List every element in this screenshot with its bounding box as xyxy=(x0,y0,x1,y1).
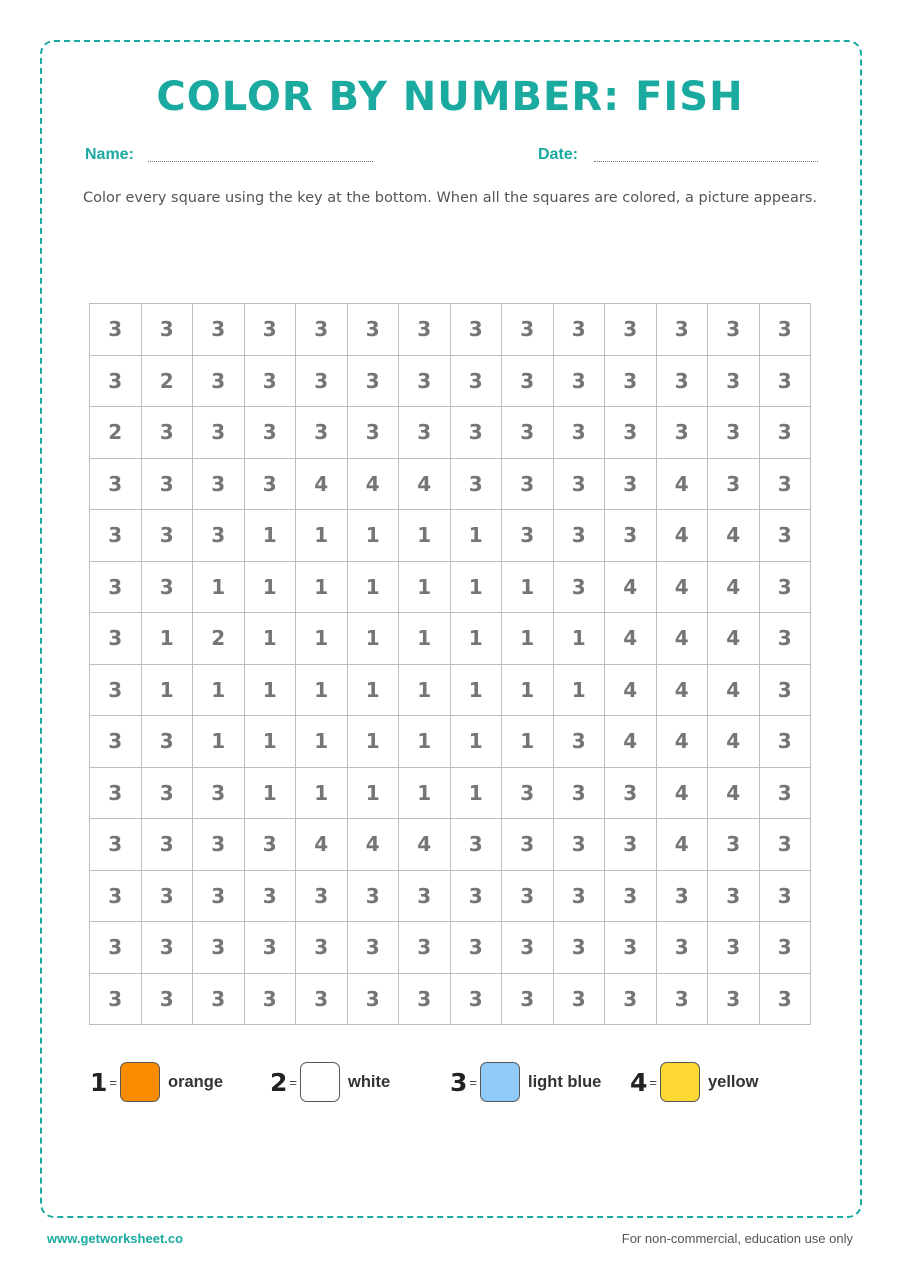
key-number: 4 xyxy=(630,1067,648,1097)
grid-cell[interactable]: 3 xyxy=(450,819,502,871)
grid-cell[interactable]: 1 xyxy=(450,613,502,665)
grid-cell[interactable]: 3 xyxy=(708,922,760,974)
grid-cell[interactable]: 1 xyxy=(450,561,502,613)
grid-cell[interactable]: 1 xyxy=(450,510,502,562)
grid-cell[interactable]: 3 xyxy=(553,458,605,510)
grid-cell[interactable]: 3 xyxy=(553,767,605,819)
key-item-4 xyxy=(630,1062,758,1102)
grid-cell[interactable]: 3 xyxy=(759,819,811,871)
grid-row xyxy=(90,510,811,562)
grid-cell[interactable]: 3 xyxy=(708,458,760,510)
grid-cell[interactable]: 3 xyxy=(553,304,605,356)
yellow-swatch xyxy=(660,1062,700,1102)
grid-cell[interactable]: 3 xyxy=(656,870,708,922)
key-equals: = xyxy=(109,1074,117,1090)
grid-cell[interactable]: 1 xyxy=(141,664,193,716)
grid-row xyxy=(90,922,811,974)
grid-cell[interactable]: 1 xyxy=(553,613,605,665)
grid-cell[interactable]: 3 xyxy=(759,510,811,562)
grid-cell[interactable]: 3 xyxy=(193,767,245,819)
grid-row xyxy=(90,613,811,665)
grid-cell[interactable]: 1 xyxy=(244,716,296,768)
grid-cell[interactable]: 3 xyxy=(502,870,554,922)
grid-cell[interactable]: 3 xyxy=(193,922,245,974)
key-color-name: orange xyxy=(168,1072,224,1091)
grid-cell[interactable]: 3 xyxy=(605,407,657,459)
grid-cell[interactable]: 4 xyxy=(708,561,760,613)
grid-cell[interactable]: 4 xyxy=(605,613,657,665)
grid-cell[interactable]: 3 xyxy=(759,458,811,510)
grid-cell[interactable]: 3 xyxy=(296,922,348,974)
grid-cell[interactable]: 1 xyxy=(502,613,554,665)
grid-row xyxy=(90,458,811,510)
grid-cell[interactable]: 1 xyxy=(193,664,245,716)
grid-cell[interactable]: 3 xyxy=(553,407,605,459)
grid-cell[interactable]: 4 xyxy=(605,716,657,768)
grid-cell[interactable]: 1 xyxy=(347,613,399,665)
grid-cell[interactable]: 4 xyxy=(399,458,451,510)
grid-cell[interactable]: 3 xyxy=(141,819,193,871)
grid-cell[interactable]: 2 xyxy=(141,355,193,407)
grid-cell[interactable]: 1 xyxy=(399,664,451,716)
grid-cell[interactable]: 3 xyxy=(605,922,657,974)
usage-notice: For non-commercial, education use only xyxy=(621,1231,853,1246)
grid-cell[interactable]: 3 xyxy=(193,510,245,562)
grid-cell[interactable]: 3 xyxy=(296,407,348,459)
grid-cell[interactable]: 1 xyxy=(347,561,399,613)
grid-cell[interactable]: 3 xyxy=(759,355,811,407)
grid-cell[interactable]: 3 xyxy=(90,613,142,665)
grid-cell[interactable]: 3 xyxy=(656,407,708,459)
grid-cell[interactable]: 3 xyxy=(244,407,296,459)
grid-row xyxy=(90,819,811,871)
color-by-number-grid xyxy=(89,303,811,1025)
grid-cell[interactable]: 3 xyxy=(708,407,760,459)
key-number: 2 xyxy=(270,1067,288,1097)
grid-cell[interactable]: 3 xyxy=(90,510,142,562)
grid-cell[interactable]: 1 xyxy=(399,716,451,768)
grid-cell[interactable]: 3 xyxy=(759,716,811,768)
grid-cell[interactable]: 1 xyxy=(244,664,296,716)
grid-cell[interactable]: 3 xyxy=(759,664,811,716)
date-label: Date: xyxy=(538,146,579,163)
grid-cell[interactable]: 3 xyxy=(244,304,296,356)
grid-cell[interactable]: 1 xyxy=(502,561,554,613)
grid-cell[interactable]: 4 xyxy=(347,458,399,510)
grid-cell[interactable]: 3 xyxy=(502,922,554,974)
grid-cell[interactable]: 3 xyxy=(450,304,502,356)
grid-cell[interactable]: 3 xyxy=(759,870,811,922)
grid-cell[interactable]: 3 xyxy=(656,973,708,1025)
grid-cell[interactable]: 3 xyxy=(450,870,502,922)
website-link[interactable]: www.getworksheet.co xyxy=(47,1231,184,1246)
grid-cell[interactable]: 3 xyxy=(141,458,193,510)
grid-cell[interactable]: 1 xyxy=(399,613,451,665)
grid-cell[interactable]: 3 xyxy=(90,973,142,1025)
grid-cell[interactable]: 3 xyxy=(553,561,605,613)
key-color-name: yellow xyxy=(708,1072,759,1091)
grid-cell[interactable]: 3 xyxy=(244,819,296,871)
grid-cell[interactable]: 1 xyxy=(502,664,554,716)
grid-cell[interactable]: 3 xyxy=(605,767,657,819)
grid-cell[interactable]: 4 xyxy=(656,458,708,510)
grid-cell[interactable]: 3 xyxy=(553,716,605,768)
grid-cell[interactable]: 3 xyxy=(90,664,142,716)
grid-cell[interactable]: 3 xyxy=(399,870,451,922)
date-field[interactable] xyxy=(594,161,818,162)
grid-cell[interactable]: 1 xyxy=(450,716,502,768)
grid-cell[interactable]: 3 xyxy=(759,561,811,613)
grid-cell[interactable]: 1 xyxy=(553,664,605,716)
light-blue-swatch xyxy=(480,1062,520,1102)
grid-cell[interactable]: 3 xyxy=(193,304,245,356)
grid-cell[interactable]: 4 xyxy=(708,664,760,716)
grid-cell[interactable]: 3 xyxy=(708,870,760,922)
grid-cell[interactable]: 3 xyxy=(296,870,348,922)
grid-cell[interactable]: 3 xyxy=(347,407,399,459)
grid-cell[interactable]: 1 xyxy=(347,510,399,562)
grid-cell[interactable]: 3 xyxy=(656,355,708,407)
grid-cell[interactable]: 3 xyxy=(90,922,142,974)
grid-cell[interactable]: 3 xyxy=(450,458,502,510)
grid-cell[interactable]: 4 xyxy=(656,716,708,768)
key-item-3 xyxy=(450,1062,601,1102)
grid-cell[interactable]: 3 xyxy=(141,973,193,1025)
grid-cell[interactable]: 3 xyxy=(296,973,348,1025)
grid-cell[interactable]: 3 xyxy=(296,304,348,356)
grid-cell[interactable]: 1 xyxy=(244,510,296,562)
grid-cell[interactable]: 3 xyxy=(553,355,605,407)
grid-row xyxy=(90,407,811,459)
grid-cell[interactable]: 3 xyxy=(90,767,142,819)
grid-cell[interactable]: 3 xyxy=(759,767,811,819)
grid-cell[interactable]: 3 xyxy=(502,355,554,407)
grid-cell[interactable]: 3 xyxy=(90,458,142,510)
grid-row xyxy=(90,664,811,716)
grid-cell[interactable]: 2 xyxy=(193,613,245,665)
grid-cell[interactable]: 1 xyxy=(347,716,399,768)
key-item-2 xyxy=(270,1062,390,1102)
grid-cell[interactable]: 3 xyxy=(605,973,657,1025)
key-equals: = xyxy=(289,1074,297,1090)
grid-row xyxy=(90,870,811,922)
key-color-name: light blue xyxy=(528,1072,602,1091)
grid-cell[interactable]: 3 xyxy=(399,973,451,1025)
grid-cell[interactable]: 1 xyxy=(296,561,348,613)
key-number: 3 xyxy=(450,1067,468,1097)
grid-cell[interactable]: 3 xyxy=(90,304,142,356)
grid-cell[interactable]: 3 xyxy=(450,973,502,1025)
grid-cell[interactable]: 3 xyxy=(553,973,605,1025)
grid-cell[interactable]: 3 xyxy=(399,355,451,407)
grid-cell[interactable]: 1 xyxy=(399,510,451,562)
grid-cell[interactable]: 3 xyxy=(244,355,296,407)
grid-cell[interactable]: 3 xyxy=(141,716,193,768)
grid-cell[interactable]: 3 xyxy=(656,304,708,356)
grid-cell[interactable]: 3 xyxy=(347,304,399,356)
grid-cell[interactable]: 3 xyxy=(605,458,657,510)
grid-cell[interactable]: 1 xyxy=(244,767,296,819)
grid-cell[interactable]: 1 xyxy=(450,767,502,819)
grid-cell[interactable]: 3 xyxy=(141,561,193,613)
grid-row xyxy=(90,973,811,1025)
grid-cell[interactable]: 3 xyxy=(399,922,451,974)
grid-cell[interactable]: 3 xyxy=(90,561,142,613)
grid-cell[interactable]: 3 xyxy=(502,819,554,871)
grid-cell[interactable]: 3 xyxy=(193,819,245,871)
grid-row xyxy=(90,561,811,613)
grid-cell[interactable]: 3 xyxy=(450,355,502,407)
grid-cell[interactable]: 4 xyxy=(656,664,708,716)
grid-cell[interactable]: 1 xyxy=(399,561,451,613)
worksheet-title: COLOR BY NUMBER: FISH xyxy=(156,74,744,120)
grid-cell[interactable]: 4 xyxy=(656,767,708,819)
grid-cell[interactable]: 3 xyxy=(553,510,605,562)
grid-cell[interactable]: 3 xyxy=(141,767,193,819)
grid-cell[interactable]: 3 xyxy=(141,922,193,974)
grid-cell[interactable]: 4 xyxy=(347,819,399,871)
grid-cell[interactable]: 3 xyxy=(759,304,811,356)
grid-row xyxy=(90,716,811,768)
name-label: Name: xyxy=(85,146,134,163)
key-equals: = xyxy=(469,1074,477,1090)
grid-cell[interactable]: 3 xyxy=(450,407,502,459)
grid-cell[interactable]: 3 xyxy=(708,973,760,1025)
grid-cell[interactable]: 3 xyxy=(399,407,451,459)
grid-cell[interactable]: 4 xyxy=(708,767,760,819)
key-color-name: white xyxy=(348,1072,391,1091)
grid-cell[interactable]: 3 xyxy=(90,716,142,768)
grid-cell[interactable]: 3 xyxy=(296,355,348,407)
grid-cell[interactable]: 3 xyxy=(193,355,245,407)
grid-cell[interactable]: 3 xyxy=(90,870,142,922)
grid-cell[interactable]: 1 xyxy=(141,613,193,665)
grid-cell[interactable]: 4 xyxy=(296,819,348,871)
grid-cell[interactable]: 3 xyxy=(193,458,245,510)
grid-cell[interactable]: 4 xyxy=(656,561,708,613)
key-number: 1 xyxy=(90,1067,108,1097)
grid-cell[interactable]: 3 xyxy=(244,870,296,922)
grid-cell[interactable]: 1 xyxy=(450,664,502,716)
grid-cell[interactable]: 4 xyxy=(708,716,760,768)
grid-cell[interactable]: 4 xyxy=(296,458,348,510)
grid-cell[interactable]: 3 xyxy=(605,304,657,356)
grid-cell[interactable]: 3 xyxy=(244,973,296,1025)
grid-cell[interactable]: 1 xyxy=(296,767,348,819)
instructions-text: Color every square using the key at the bottom. When all the squares are colored, a picture appears. xyxy=(83,190,817,206)
grid-cell[interactable]: 4 xyxy=(656,819,708,871)
grid-cell[interactable]: 3 xyxy=(193,407,245,459)
grid-cell[interactable]: 3 xyxy=(708,355,760,407)
grid-cell[interactable]: 3 xyxy=(605,819,657,871)
grid-cell[interactable]: 4 xyxy=(399,819,451,871)
grid-cell[interactable]: 1 xyxy=(244,561,296,613)
grid-row xyxy=(90,304,811,356)
grid-cell[interactable]: 4 xyxy=(708,510,760,562)
grid-cell[interactable]: 3 xyxy=(605,870,657,922)
grid-row xyxy=(90,767,811,819)
grid-cell[interactable]: 4 xyxy=(656,613,708,665)
grid-cell[interactable]: 3 xyxy=(553,819,605,871)
grid-cell[interactable]: 1 xyxy=(193,561,245,613)
grid-cell[interactable]: 1 xyxy=(347,664,399,716)
grid-cell[interactable]: 1 xyxy=(502,716,554,768)
grid-cell[interactable]: 1 xyxy=(296,510,348,562)
grid-cell[interactable]: 1 xyxy=(296,613,348,665)
grid-cell[interactable]: 2 xyxy=(90,407,142,459)
grid-cell[interactable]: 3 xyxy=(708,819,760,871)
grid-cell[interactable]: 3 xyxy=(553,922,605,974)
grid-cell[interactable]: 3 xyxy=(605,355,657,407)
grid-cell[interactable]: 3 xyxy=(347,973,399,1025)
grid-cell[interactable]: 1 xyxy=(244,613,296,665)
grid-cell[interactable]: 3 xyxy=(450,922,502,974)
grid-cell[interactable]: 3 xyxy=(502,458,554,510)
grid-cell[interactable]: 3 xyxy=(605,510,657,562)
grid-cell[interactable]: 3 xyxy=(502,767,554,819)
grid-cell[interactable]: 3 xyxy=(759,613,811,665)
grid-cell[interactable]: 3 xyxy=(193,973,245,1025)
grid-cell[interactable]: 1 xyxy=(347,767,399,819)
grid-cell[interactable]: 3 xyxy=(759,407,811,459)
grid-cell[interactable]: 4 xyxy=(605,561,657,613)
grid-cell[interactable]: 3 xyxy=(141,510,193,562)
grid-cell[interactable]: 3 xyxy=(244,458,296,510)
grid-cell[interactable]: 4 xyxy=(708,613,760,665)
grid-cell[interactable]: 3 xyxy=(347,922,399,974)
grid-cell[interactable]: 3 xyxy=(141,407,193,459)
grid-row xyxy=(90,355,811,407)
grid-cell[interactable]: 4 xyxy=(656,510,708,562)
grid-cell[interactable]: 3 xyxy=(759,973,811,1025)
grid-cell[interactable]: 3 xyxy=(141,304,193,356)
grid-cell[interactable]: 4 xyxy=(605,664,657,716)
grid-cell[interactable]: 1 xyxy=(193,716,245,768)
name-field[interactable] xyxy=(148,161,373,162)
grid-cell[interactable]: 3 xyxy=(244,922,296,974)
grid-cell[interactable]: 3 xyxy=(141,870,193,922)
grid-cell[interactable]: 3 xyxy=(193,870,245,922)
grid-cell[interactable]: 3 xyxy=(90,819,142,871)
grid-cell[interactable]: 1 xyxy=(399,767,451,819)
orange-swatch xyxy=(120,1062,160,1102)
grid-cell[interactable]: 1 xyxy=(296,716,348,768)
grid-cell[interactable]: 3 xyxy=(90,355,142,407)
grid-cell[interactable]: 3 xyxy=(708,304,760,356)
grid-cell[interactable]: 3 xyxy=(502,973,554,1025)
grid-cell[interactable]: 3 xyxy=(347,870,399,922)
white-swatch xyxy=(300,1062,340,1102)
grid-cell[interactable]: 1 xyxy=(296,664,348,716)
grid-cell[interactable]: 3 xyxy=(553,870,605,922)
grid-cell[interactable]: 3 xyxy=(399,304,451,356)
grid-cell[interactable]: 3 xyxy=(502,407,554,459)
key-equals: = xyxy=(649,1074,657,1090)
grid-cell[interactable]: 3 xyxy=(759,922,811,974)
grid-cell[interactable]: 3 xyxy=(656,922,708,974)
key-item-1 xyxy=(90,1062,223,1102)
grid-cell[interactable]: 3 xyxy=(502,510,554,562)
grid-cell[interactable]: 3 xyxy=(347,355,399,407)
grid-cell[interactable]: 3 xyxy=(502,304,554,356)
